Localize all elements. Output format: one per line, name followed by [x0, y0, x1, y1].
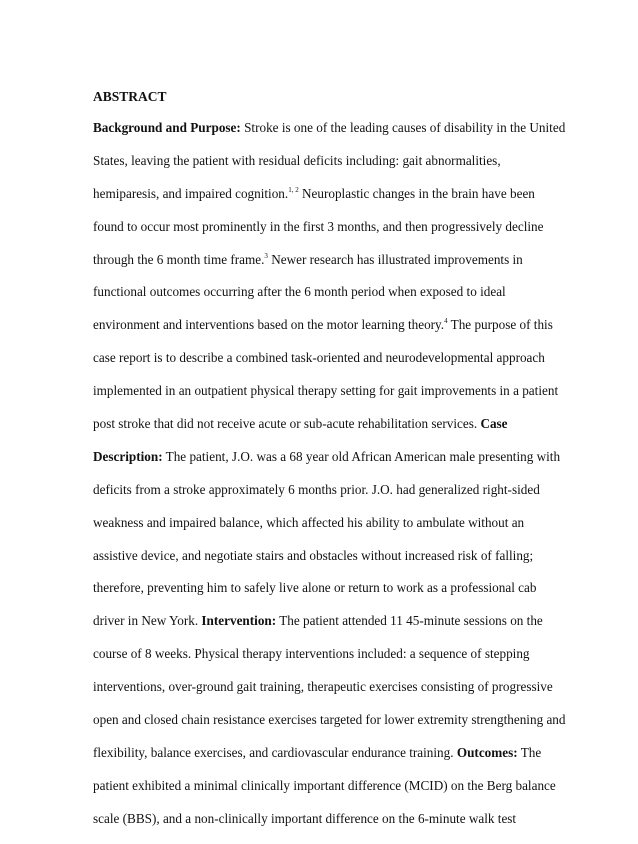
text-segment: The patient, J.O. was a 68 year old African American male presenting with — [162, 448, 561, 464]
text-line — [93, 219, 553, 252]
text-line — [93, 679, 553, 712]
text-segment: weakness and impaired balance, which affected his ability to ambulate without an — [93, 514, 525, 530]
text-line — [93, 448, 561, 482]
text-segment: The — [517, 744, 542, 760]
text-line — [93, 383, 559, 416]
text-segment: environment and interventions based on the motor learning theory. — [93, 317, 445, 333]
text-segment: found to occur most prominently in the first 3 months, and then progressively decline — [93, 218, 544, 234]
text-segment: functional outcomes occurring after the 6 month period when exposed to ideal — [93, 284, 506, 300]
text-segment: case report is to describe a combined task-oriented and neurodevelopmental approach — [93, 350, 545, 366]
text-line — [93, 317, 553, 350]
text-line — [93, 646, 553, 679]
text-segment: deficits from a stroke approximately 6 months prior. J.O. had generalized right-sided — [93, 481, 540, 497]
text-line — [93, 777, 556, 811]
citation-superscript: 1, 2 — [288, 185, 299, 194]
text-segment: hemiparesis, and impaired cognition. — [93, 185, 289, 201]
text-line — [93, 153, 553, 186]
section-label: Outcomes: — [456, 744, 518, 760]
text-segment: States, leaving the patient with residual deficits including: gait abnormalities, — [93, 152, 501, 168]
section-label: Case — [480, 416, 508, 432]
citation-superscript: 3 — [264, 251, 268, 260]
text-segment: through the 6 month time frame. — [93, 251, 265, 267]
text-segment: implemented in an outpatient physical therapy setting for gait improvements in a patient — [93, 383, 559, 399]
text-line — [93, 548, 553, 581]
text-line — [93, 613, 553, 646]
text-segment: course of 8 weeks. Physical therapy interventions included: a sequence of stepping — [93, 646, 530, 662]
text-segment: assistive device, and negotiate stairs and obstacles without increased risk of falling; — [93, 547, 534, 563]
text-line — [93, 252, 553, 285]
text-segment: Neuroplastic changes in the brain have been — [298, 185, 535, 201]
text-segment: patient exhibited a minimal clinically important difference (MCID) on the Berg balance — [93, 777, 556, 793]
text-line — [93, 284, 553, 317]
text-segment: flexibility, balance exercises, and cardiovascular endurance training. — [93, 744, 457, 760]
section-label: Intervention: — [201, 613, 277, 629]
text-line — [93, 416, 553, 449]
text-segment: scale (BBS), and a non-clinically important difference on the 6-minute walk test — [93, 810, 517, 826]
text-line — [93, 580, 553, 613]
text-segment: Stroke is one of the leading causes of disability in the United — [240, 120, 566, 135]
text-line — [93, 745, 553, 778]
text-line — [93, 712, 566, 745]
text-line — [93, 811, 553, 844]
text-segment: Newer research has illustrated improvements in — [267, 251, 523, 267]
citation-superscript: 4 — [444, 317, 448, 326]
text-line — [93, 186, 553, 219]
text-segment: therefore, preventing him to safely live alone or return to work as a professional cab — [93, 580, 537, 596]
text-segment: post stroke that did not receive acute or sub-acute rehabilitation services. — [93, 416, 481, 432]
abstract-body — [93, 120, 566, 844]
abstract-heading: ABSTRACT — [93, 89, 167, 104]
text-line — [93, 350, 553, 383]
text-segment: The patient attended 11 45-minute sessions on the — [276, 613, 543, 629]
text-line — [93, 120, 566, 153]
text-segment: interventions, over-ground gait training, therapeutic exercises consisting of progressive — [93, 679, 553, 695]
text-line — [93, 482, 553, 515]
text-segment: The purpose of this — [447, 317, 553, 333]
text-segment: driver in New York. — [93, 613, 202, 629]
text-line — [93, 515, 553, 548]
text-segment: open and closed chain resistance exercises targeted for lower extremity strengthening and — [93, 712, 566, 728]
section-label: Background and Purpose: — [93, 120, 241, 135]
section-label: Description: — [93, 448, 163, 464]
